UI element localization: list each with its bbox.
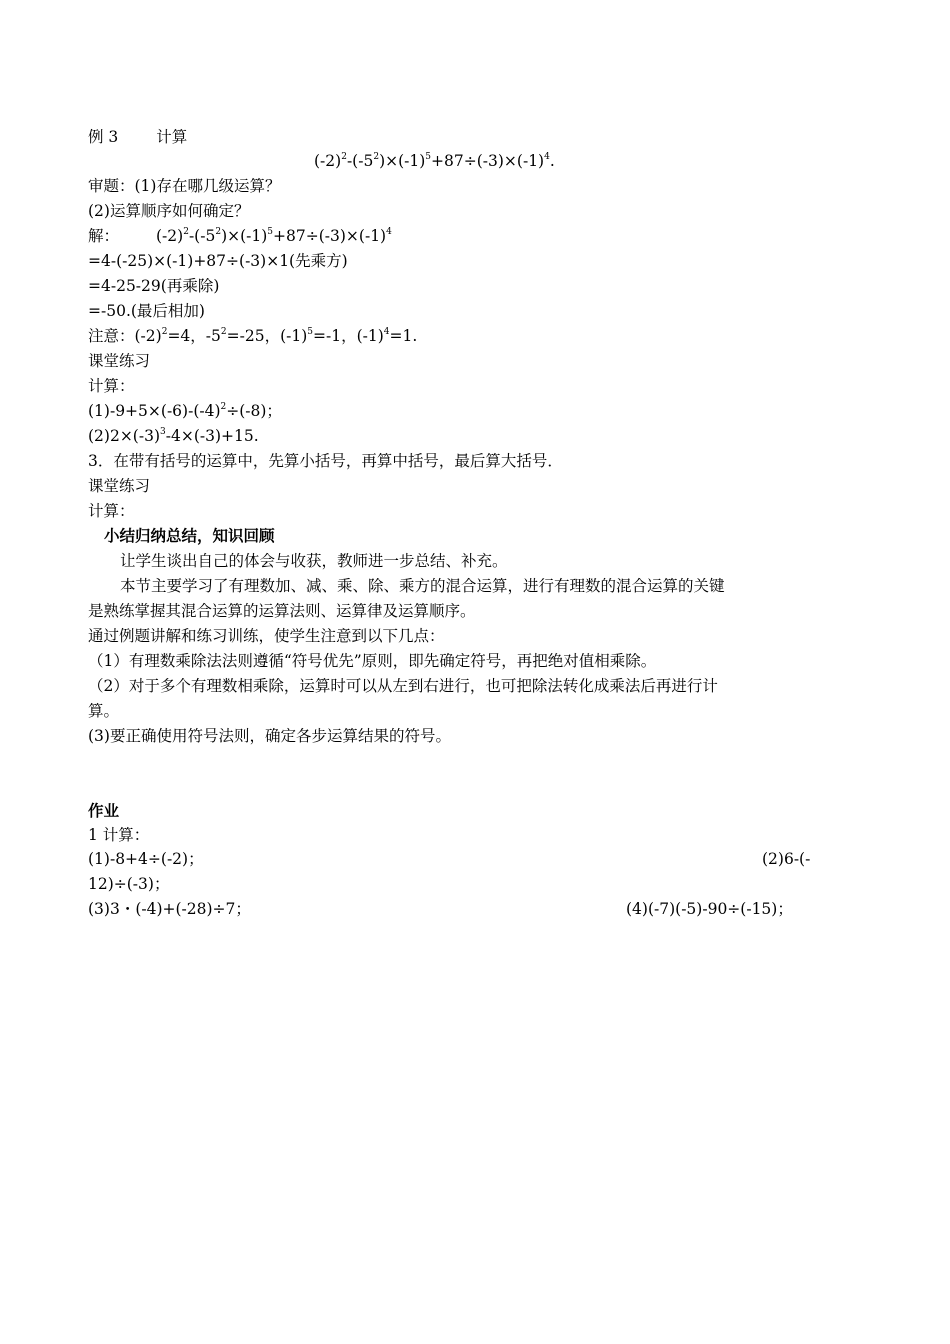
summary-paragraph-3: 通过例题讲解和练习训练，使学生注意到以下几点： (88, 627, 445, 645)
solution-line (88, 225, 392, 247)
homework-heading: 作业 (88, 802, 120, 820)
example-title: 计算 (156, 128, 188, 146)
practice-prompt-1: 计算： (88, 377, 135, 395)
summary-heading: 小结归纳总结，知识回顾 (104, 527, 275, 545)
summary-point-3: (3)要正确使用符号法则，确定各步运算结果的符号。 (88, 727, 451, 745)
rule-3: 3．在带有括号的运算中，先算小括号，再算中括号，最后算大括号． (88, 452, 563, 470)
homework-question-2-end: 12)÷(-3)； (88, 875, 170, 893)
solution-step-1: =4-(-25)×(-1)+87÷(-3)×1(先乘方) (88, 252, 348, 270)
example-header (88, 126, 187, 148)
solution-step-2: =4-25-29(再乘除) (88, 277, 220, 295)
homework-prompt: 1 计算： (88, 826, 150, 844)
summary-point-2b: 算。 (88, 702, 120, 720)
summary-paragraph-2a: 本节主要学习了有理数加、减、乘、除、乘方的混合运算，进行有理数的混合运算的关键 (120, 577, 725, 595)
practice-prompt-2: 计算： (88, 502, 135, 520)
review-question-2: (2)运算顺序如何确定？ (88, 202, 250, 220)
solution-step-3: =-50.(最后相加) (88, 302, 205, 320)
homework-question-2-start: (2)6-(- (762, 850, 811, 868)
solution-label: 解： (88, 227, 120, 245)
note-line: 注意：$(-2)^2=4$，$-5^2=-25$，$(-1)^5=-1$，$(-1)^4=1$. (88, 327, 418, 345)
example-label: 例 3 (88, 128, 119, 146)
practice-item-2: $(2)2\times(-3)^3-4\times(-3)+15$. (88, 427, 259, 445)
homework-question-1: (1)-8+4÷(-2)； (88, 850, 204, 868)
summary-point-1: （1）有理数乘除法法则遵循“符号优先”原则，即先确定符号，再把绝对值相乘除。 (88, 652, 657, 670)
summary-paragraph-1: 让学生谈出自己的体会与收获，教师进一步总结、补充。 (120, 552, 508, 570)
solution-expression: $(-2)^2-(-5^2)\times(-1)^5+87\div(-3)\times(-1)^4$ (156, 227, 392, 245)
review-question-1: 审题：(1)存在哪几级运算？ (88, 177, 281, 195)
example-expression: $(-2)^2-(-5^2)\times(-1)^5+87\div(-3)\times(-1)^4$. (314, 152, 555, 170)
homework-question-4: (4)(-7)(-5)-90÷(-15)； (626, 900, 793, 918)
practice-heading-2: 课堂练习 (88, 477, 151, 495)
practice-heading-1: 课堂练习 (88, 352, 151, 370)
practice-item-1: $(1)-9+5\times(-6)-(-4)^2\div(-8)$； (88, 402, 282, 420)
homework-question-3: (3)3・(-4)+(-28)÷7； (88, 900, 251, 918)
summary-point-2a: （2）对于多个有理数相乘除，运算时可以从左到右进行，也可把除法转化成乘法后再进行计 (88, 677, 718, 695)
summary-paragraph-2b: 是熟练掌握其混合运算的运算法则、运算律及运算顺序。 (88, 602, 476, 620)
